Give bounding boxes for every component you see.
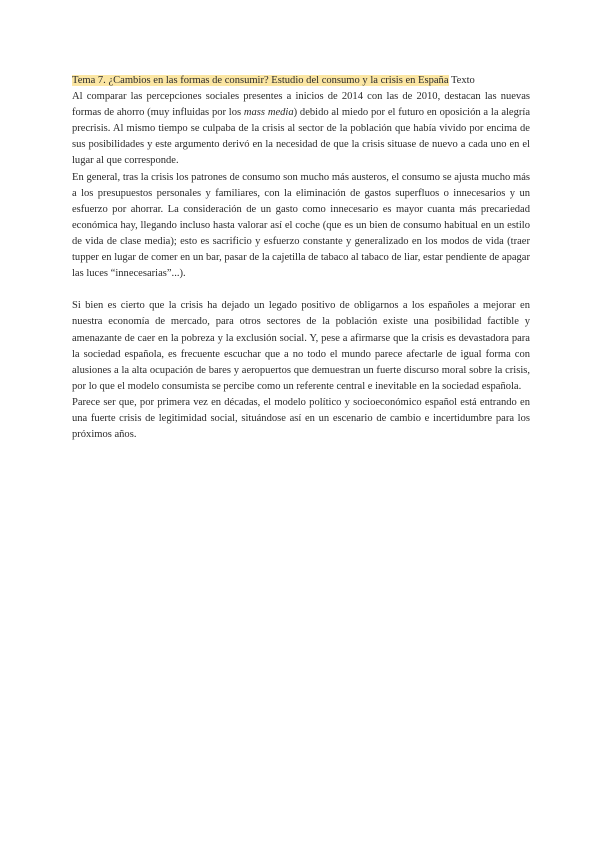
heading-line: [72, 73, 530, 89]
paragraph-1-part-a: Al comparar las percepciones sociales presentes a inicios de 2014 con las de 2010, destacan las nuevas formas de ahorro (muy influidas por los: [72, 91, 530, 119]
paragraph-1-part-b: ) debido al miedo por el futuro en oposición a la alegría precrisis. Al mismo tiempo se culpaba de la crisis al sector de la población que había vivido por encima de sus posibilidades y este argumento derivó en la necesidad de que la crisis situase de nuevo a cada uno en el lugar al que corresponde.: [72, 107, 531, 167]
title-suffix: Texto: [448, 75, 475, 86]
document-body: [72, 73, 530, 443]
paragraph-spacer: [72, 282, 530, 298]
paragraph-2: En general, tras la crisis los patrones de consumo son mucho más austeros, el consumo se ajusta mucho más a los presupuestos personales y familiares, con la eliminación de gastos superfluos o innecesarios y un esfuerzo por ahorrar. La consideración de un gasto como innecesario es mayor cuanta más precariedad económica hay, llegando incluso hasta valorar así el coche (que es un bien de consumo habitual en un estilo de vida de clase media); esto es sacrificio y esfuerzo constante y generalizado en los modos de vida (traer tupper en lugar de comer en un bar, pasar de la cajetilla de tabaco al tabaco de liar, estar pendiente de apagar las luces “innecesarias”...).: [72, 171, 530, 280]
highlighted-title: Tema 7. ¿Cambios en las formas de consumir? Estudio del consumo y la crisis en España: [72, 75, 449, 86]
paragraph-3: Si bien es cierto que la crisis ha dejado un legado positivo de obligarnos a los españoles a mejorar en nuestra economía de mercado, para otros sectores de la población existe una posibilidad factible y amenazante de caer en la pobreza y la exclusión social. Y, pese a afirmarse que la crisis es devastadora para la sociedad española, es frecuente escuchar que a no todo el mundo parece afectarle de igual forma con alusiones a la alta ocupación de bares y aeropuertos que demuestran un fuerte discurso moral sobre la crisis, por lo que el modelo consumista se percibe como un referente central e inevitable en la sociedad española.: [72, 300, 530, 392]
emphasis-mass-media: mass media: [243, 107, 294, 119]
paragraph-4: Parece ser que, por primera vez en décadas, el modelo político y socioeconómico español está entrando en una fuerte crisis de legitimidad social, situándose así en un escenario de cambio e incertidumbre para los próximos años.: [72, 396, 530, 441]
paragraph-1: [72, 89, 530, 169]
